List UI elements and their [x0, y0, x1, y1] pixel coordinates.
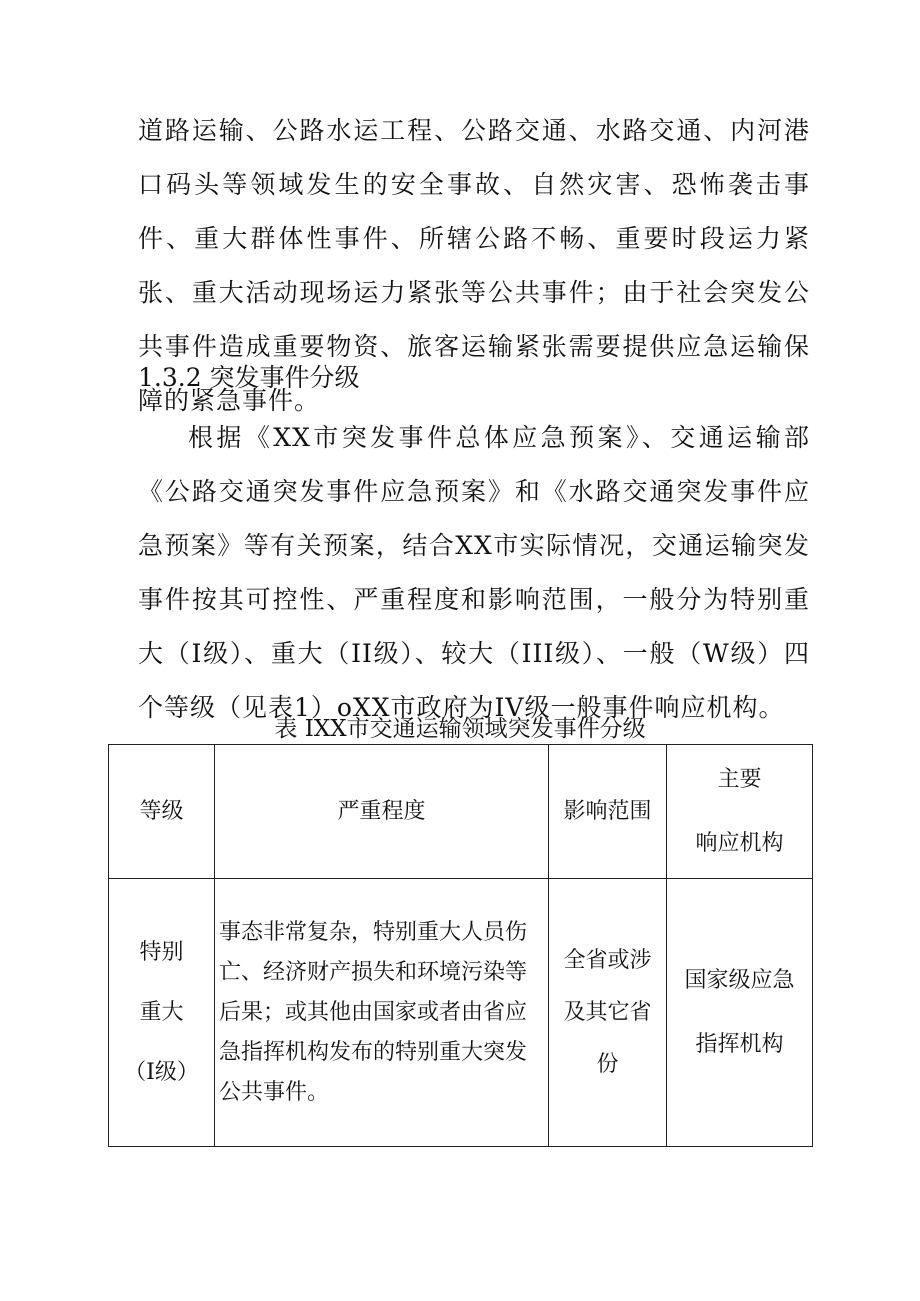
header-level: 等级 — [109, 745, 215, 879]
paragraph-event-scope: 道路运输、公路水运工程、公路交通、水路交通、内河港口码头等领域发生的安全事故、自然灾害、恐怖袭击事件、重大群体性事件、所辖公路不畅、重要时段运力紧张、重大活动现场运力紧张等公共事件；由于社会突发公共事件造成重要物资、旅客运输紧张需要提供应急运输保障的紧急事件。 — [138, 116, 810, 415]
table-caption: 表 IXX市交通运输领域突发事件分级 — [274, 716, 646, 742]
cell-level-line2: 重大 — [139, 999, 184, 1025]
cell-severity: 事态非常复杂，特别重大人员伤亡、经济财产损失和环境污染等后果；或其他由国家或者由省应急指挥机构发布的特别重大突发公共事件。 — [215, 879, 549, 1147]
paragraph-event-classification: 根据《XX市突发事件总体应急预案》、交通运输部《公路交通突发事件应急预案》和《水路交通突发事件应急预案》等有关预案，结合XX市实际情况，交通运输突发事件按其可控性、严重程度和影响范围，一般分为特别重大（I级）、重大（II级）、较大（III级）、一般（W级）四个等级（见表1）oXX市政府为IV级一般事件响应机构。 — [138, 423, 810, 722]
table-row — [109, 879, 813, 1147]
header-agency-line2: 响应机构 — [695, 830, 784, 856]
header-scope: 影响范围 — [549, 745, 667, 879]
header-severity: 严重程度 — [215, 745, 549, 879]
section-heading: 1.3.2 突发事件分级 — [138, 363, 360, 392]
cell-level — [109, 879, 215, 1147]
header-agency-line1: 主要 — [717, 766, 762, 792]
header-agency — [667, 745, 813, 879]
cell-scope: 全省或涉及其它省份 — [549, 879, 667, 1147]
cell-level-line3: （I级） — [124, 1059, 199, 1085]
cell-level-line1: 特别 — [139, 939, 184, 965]
cell-agency: 国家级应急指挥机构 — [667, 879, 813, 1147]
table-header-row — [109, 745, 813, 879]
event-level-table — [108, 744, 813, 1147]
